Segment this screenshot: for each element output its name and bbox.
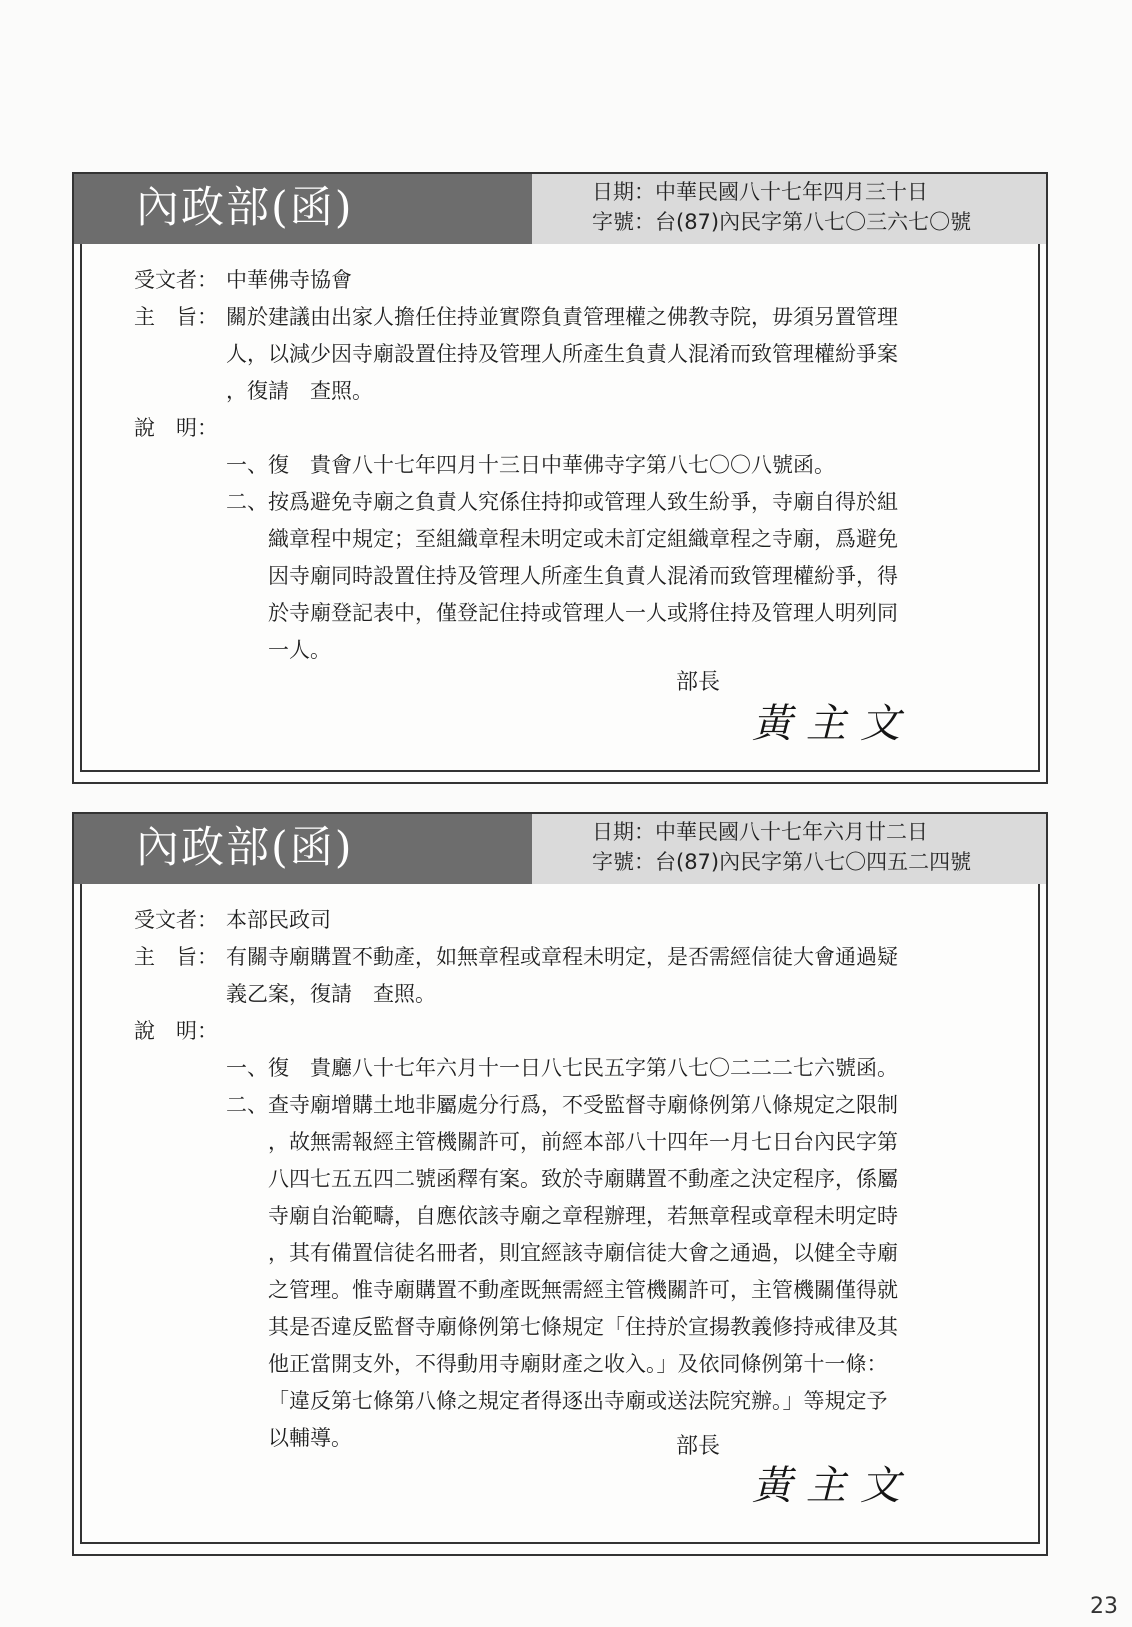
item-line: 織章程中規定；至組織章程未明定或未訂定組織章程之寺廟，爲避免 [268, 527, 898, 551]
recipient: 本部民政司 [226, 908, 331, 932]
item-line: 按爲避免寺廟之負責人究係住持抑或管理人致生紛爭，寺廟自得於組 [268, 490, 898, 514]
letter-title: 內政部(函) [136, 823, 354, 873]
letter-1 [72, 172, 1048, 784]
subject-label: 主 旨： [134, 945, 218, 969]
header-meta-band [532, 814, 1046, 884]
item-line: 他正當開支外，不得動用寺廟財產之收入。」及依同條例第十一條： [268, 1352, 888, 1376]
subject-line: 人，以減少因寺廟設置住持及管理人所產生負責人混淆而致管理權紛爭案 [226, 342, 898, 366]
item-line: 復 貴廳八十七年六月十一日八七民五字第八七〇二二二七六號函。 [268, 1056, 898, 1080]
explanation-label: 說 明： [134, 416, 218, 440]
letter-reference: 字號：台(87)內民字第八七〇四五二四號 [592, 850, 972, 874]
letter-date: 日期：中華民國八十七年四月三十日 [592, 180, 928, 204]
item-line: 查寺廟增購土地非屬處分行爲，不受監督寺廟條例第八條規定之限制 [268, 1093, 898, 1117]
item-line: 因寺廟同時設置住持及管理人所產生負責人混淆而致管理權紛爭，得 [268, 564, 898, 588]
subject-line: 有關寺廟購置不動產，如無章程或章程未明定，是否需經信徒大會通過疑 [226, 945, 898, 969]
item-number: 二、 [226, 1093, 268, 1117]
minister-label: 部長 [676, 1434, 721, 1459]
letter-body [80, 884, 1040, 1544]
explanation-label: 說 明： [134, 1019, 218, 1043]
minister-signature: 黃主文 [752, 1463, 914, 1509]
letter-header [74, 814, 1046, 884]
header-title-band [74, 174, 532, 244]
item-line: 以輔導。 [268, 1426, 352, 1450]
subject-line: 義乙案，復請 查照。 [226, 982, 436, 1006]
letter-date: 日期：中華民國八十七年六月廿二日 [592, 820, 928, 844]
subject-label: 主 旨： [134, 305, 218, 329]
item-line: ，其有備置信徒名冊者，則宜經該寺廟信徒大會之通過，以健全寺廟 [268, 1241, 898, 1265]
recipient: 中華佛寺協會 [226, 268, 352, 292]
recipient-label: 受文者： [134, 268, 218, 292]
item-line: 寺廟自治範疇，自應依該寺廟之章程辦理，若無章程或章程未明定時 [268, 1204, 898, 1228]
item-line: 「違反第七條第八條之規定者得逐出寺廟或送法院究辦。」等規定予 [268, 1389, 888, 1413]
item-line: ，故無需報經主管機關許可，前經本部八十四年一月七日台內民字第 [268, 1130, 898, 1154]
item-number: 一、 [226, 1056, 268, 1080]
item-number: 二、 [226, 490, 268, 514]
item-line: 之管理。惟寺廟購置不動產既無需經主管機關許可，主管機關僅得就 [268, 1278, 898, 1302]
letter-header [74, 174, 1046, 244]
item-line: 復 貴會八十七年四月十三日中華佛寺字第八七〇〇八號函。 [268, 453, 835, 477]
header-meta-band [532, 174, 1046, 244]
recipient-label: 受文者： [134, 908, 218, 932]
letter-body [80, 244, 1040, 772]
letter-2 [72, 812, 1048, 1556]
subject-line: ，復請 查照。 [226, 379, 373, 403]
minister-label: 部長 [676, 670, 721, 695]
item-line: 於寺廟登記表中，僅登記住持或管理人一人或將住持及管理人明列同 [268, 601, 898, 625]
minister-signature: 黃主文 [752, 701, 914, 747]
item-number: 一、 [226, 453, 268, 477]
item-line: 一人。 [268, 638, 331, 662]
header-title-band [74, 814, 532, 884]
item-line: 其是否違反監督寺廟條例第七條規定「住持於宣揚教義修持戒律及其 [268, 1315, 898, 1339]
subject-line: 關於建議由出家人擔任住持並實際負責管理權之佛教寺院，毋須另置管理 [226, 305, 898, 329]
page-number: 23 [1090, 1594, 1118, 1619]
item-line: 八四七五五四二號函釋有案。致於寺廟購置不動產之決定程序，係屬 [268, 1167, 898, 1191]
letter-title: 內政部(函) [136, 183, 354, 233]
letter-reference: 字號：台(87)內民字第八七〇三六七〇號 [592, 210, 972, 234]
